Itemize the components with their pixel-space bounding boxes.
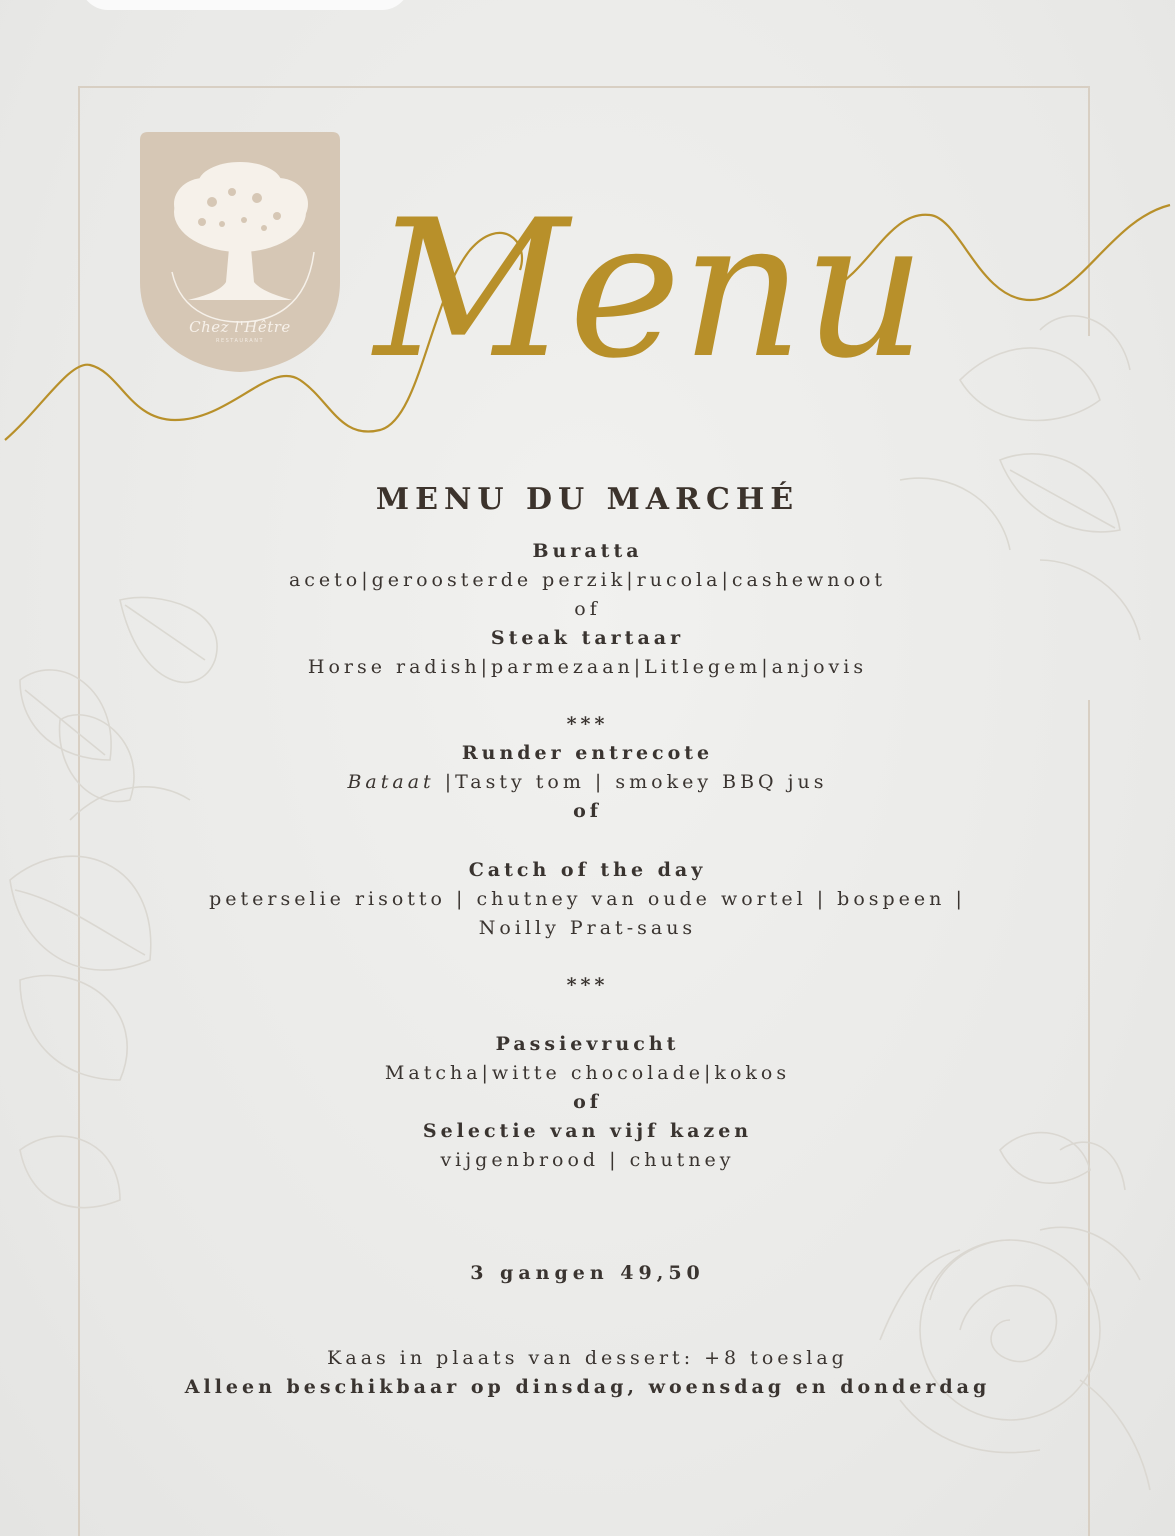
dessert2-name: Selectie van vijf kazen xyxy=(422,1120,753,1142)
main1-desc-rest: |Tasty tom | smokey BBQ jus xyxy=(434,771,828,793)
menu-content xyxy=(0,482,1175,1402)
dessert1-desc: Matcha|witte chocolade|kokos xyxy=(384,1062,791,1084)
course-separator-1: *** xyxy=(566,713,609,735)
section-title: MENU DU MARCHÉ xyxy=(375,482,800,517)
or-separator-1: of xyxy=(574,598,601,620)
cheese-note: Kaas in plaats van dessert: +8 toeslag xyxy=(327,1347,848,1369)
logo-sub: RESTAURANT xyxy=(215,338,265,344)
or-separator-3: of xyxy=(573,1091,602,1113)
starter2-desc: Horse radish|parmezaan|Litlegem|anjovis xyxy=(307,656,868,678)
menu-script-text: Menu xyxy=(374,179,926,400)
logo-name: Chez l'Hêtre xyxy=(189,318,291,336)
main1-name: Runder entrecote xyxy=(461,742,714,764)
menu-script-title xyxy=(0,0,1175,460)
dessert2-desc: vijgenbrood | chutney xyxy=(440,1149,735,1171)
main2-desc-line2: Noilly Prat-saus xyxy=(478,917,697,939)
starter2-name: Steak tartaar xyxy=(490,627,685,649)
starter1-desc: aceto|geroosterde perzik|rucola|cashewnoot xyxy=(288,569,887,591)
availability-note: Alleen beschikbaar op dinsdag, woensdag en donderdag xyxy=(184,1376,991,1398)
or-separator-2: of xyxy=(573,800,602,822)
main2-name: Catch of the day xyxy=(468,859,707,881)
dessert1-name: Passievrucht xyxy=(495,1033,680,1055)
starter1-name: Buratta xyxy=(532,540,643,562)
main1-desc xyxy=(0,768,1175,797)
main2-desc-line1: peterselie risotto | chutney van oude wortel | bospeen | xyxy=(209,888,966,910)
price-line: 3 gangen 49,50 xyxy=(470,1262,705,1284)
main1-desc-italic: Bataat xyxy=(347,771,435,793)
course-separator-2: *** xyxy=(566,974,609,996)
